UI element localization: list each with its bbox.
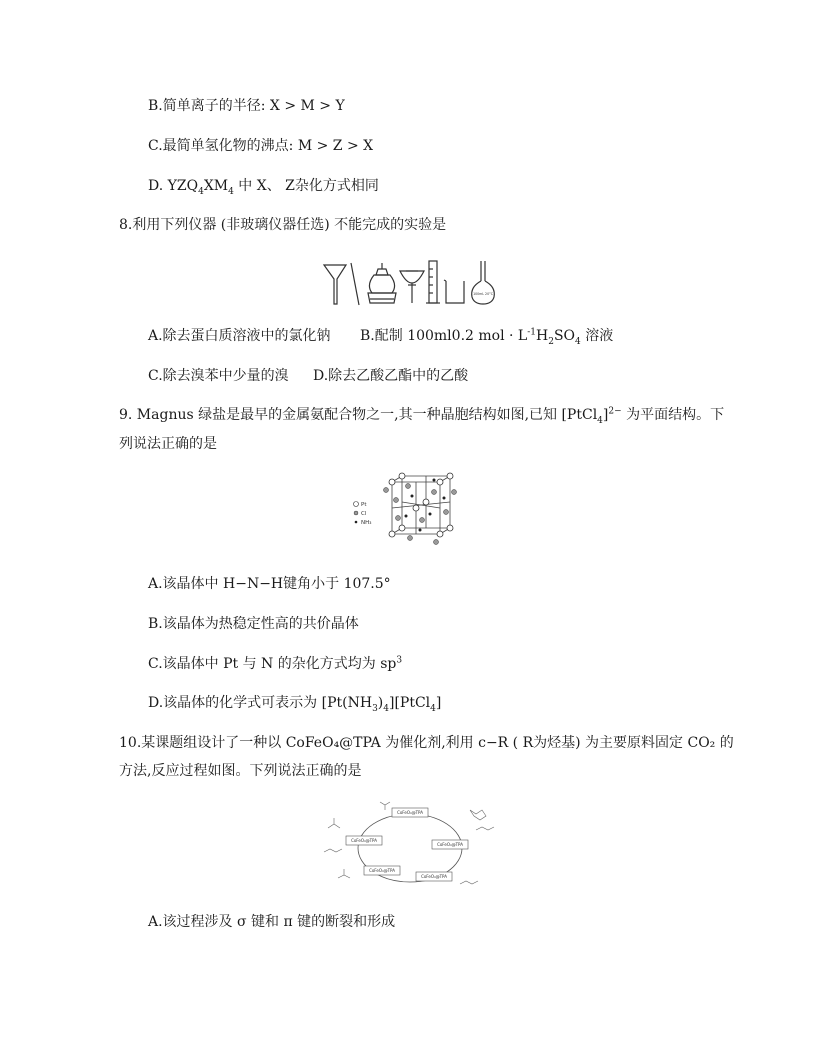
q9-crystal-figure	[350, 472, 460, 552]
legend-pt: Pt	[361, 502, 367, 508]
beaker-icon	[444, 280, 464, 303]
q7-option-c: C.最简单氢化物的沸点: M > Z > X	[148, 138, 374, 154]
cat-label-3: CoFeO₄@TPA	[437, 842, 463, 847]
separatory-funnel-icon	[400, 271, 424, 303]
q9-option-a: A.该晶体中 H−N−H键角小于 107.5°	[148, 576, 391, 592]
q8-option-b: B.配制 100ml0.2 mol · $L^{-1}H_2SO_4$ 溶液	[360, 327, 614, 347]
cat-label-5: CoFeO₄@TPA	[421, 874, 447, 879]
cat-label-1: CoFeO₄@TPA	[397, 810, 423, 815]
q7-option-d: D. $YZQ_4XM_4$ 中 X、 Z杂化方式相同	[148, 178, 379, 197]
volumetric-flask-icon	[472, 261, 495, 304]
q8-option-c: C.除去溴苯中少量的溴	[148, 368, 289, 384]
graduated-cylinder-icon	[426, 261, 440, 303]
q10-option-a: A.该过程涉及 σ 键和 π 键的断裂和形成	[148, 914, 396, 930]
q10-catalytic-cycle-figure	[320, 800, 500, 895]
cat-label-2: CoFeO₄@TPA	[351, 838, 377, 843]
alcohol-lamp-icon	[368, 263, 396, 303]
glass-rod-icon	[351, 263, 359, 305]
legend-nh3: NH₃	[361, 520, 372, 526]
q8-option-a: A.除去蛋白质溶液中的氯化钠	[148, 328, 331, 344]
q8-apparatus-figure	[322, 259, 502, 309]
flask-label: 100mL 20°C	[473, 292, 493, 296]
q10-stem-line1: 10.某课题组设计了一种以 CoFeO₄@TPA 为催化剂,利用 c−R ( R为烃基) 为主要原料固定 CO₂ 的	[119, 735, 734, 751]
cat-label-4: CoFeO₄@TPA	[369, 868, 395, 873]
legend-nh3-icon	[355, 521, 358, 524]
q10-stem-line2: 方法,反应过程如图。下列说法正确的是	[119, 763, 362, 779]
legend-cl-icon	[354, 511, 358, 515]
funnel-icon	[324, 265, 346, 304]
q9-option-d: D.该晶体的化学式可表示为 $[Pt(NH_3)_4][PtCl_4]$	[148, 695, 442, 714]
q9-option-c: C.该晶体中 Pt 与 N 的杂化方式均为 $sp^3$	[148, 655, 403, 672]
q7-option-b: B.简单离子的半径: X > M > Y	[148, 98, 345, 114]
q8-option-d: D.除去乙酸乙酯中的乙酸	[313, 368, 469, 384]
legend-pt-icon	[354, 502, 359, 507]
q9-option-b: B.该晶体为热稳定性高的共价晶体	[148, 616, 359, 632]
q9-stem-line1: 9. Magnus 绿盐是最早的金属氨配合物之一,其一种晶胞结构如图,已知 [PtCl$_4$]$^{2-}$ 为平面结构。下	[119, 406, 725, 426]
q8-stem: 8.利用下列仪器 (非玻璃仪器任选) 不能完成的实验是	[119, 217, 447, 233]
q9-stem-line2: 列说法正确的是	[119, 436, 217, 452]
legend-cl: Cl	[361, 511, 367, 517]
